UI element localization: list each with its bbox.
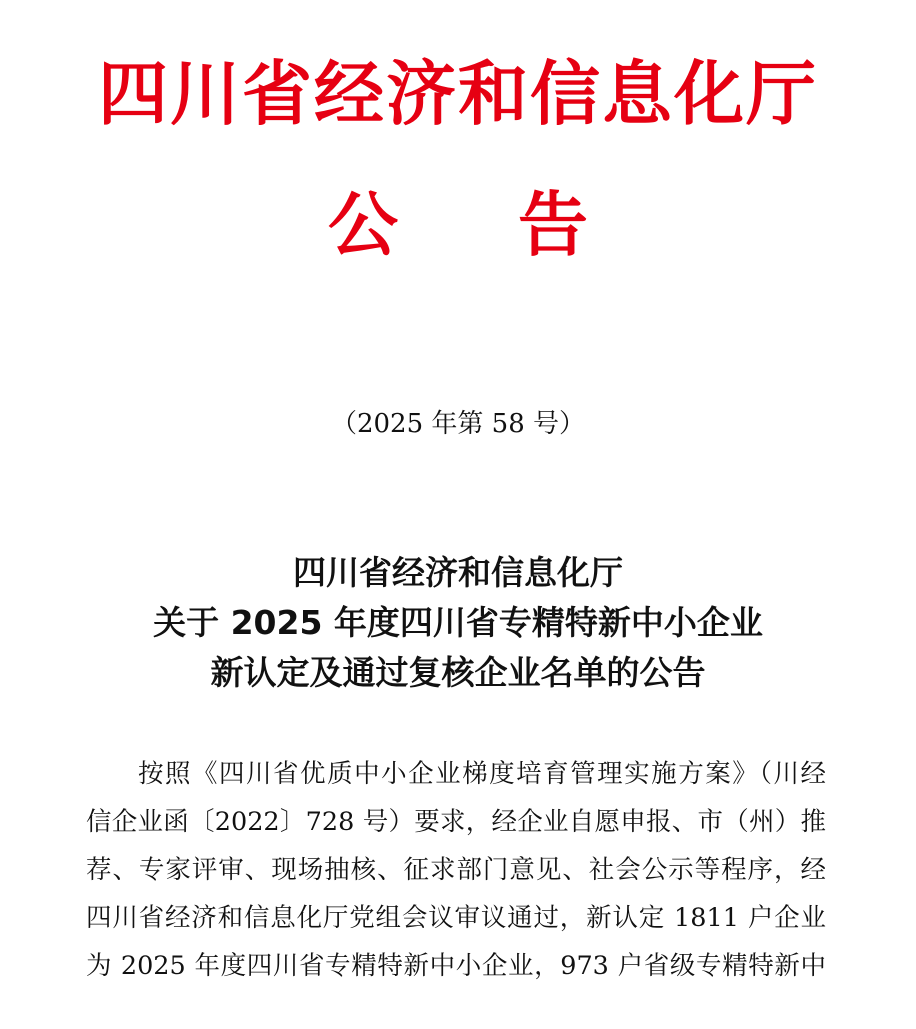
body-line-1: 按照《四川省优质中小企业梯度培育管理实施方案》（川经: [138, 759, 826, 789]
announcement-title: [0, 548, 916, 698]
body-line-2: 信企业函〔2022〕728 号）要求，经企业自愿申报、市（州）推: [86, 807, 826, 837]
title-line-3: 新认定及通过复核企业名单的公告: [210, 653, 706, 692]
body-line-3: 荐、专家评审、现场抽核、征求部门意见、社会公示等程序，经: [86, 855, 826, 885]
body-line-4: 四川省经济和信息化厅党组会议审议通过，新认定 1811 户企业: [86, 903, 826, 933]
document-type-header: [0, 180, 916, 270]
document-number: （2025 年第 58 号）: [330, 409, 586, 439]
title-line-1: 四川省经济和信息化厅: [293, 553, 623, 592]
body-paragraph: [86, 750, 826, 990]
document-type-char-2: 告: [518, 184, 588, 266]
title-line-2: 关于 2025 年度四川省专精特新中小企业: [153, 603, 763, 642]
body-line-5: 为 2025 年度四川省专精特新中小企业，973 户省级专精特新中: [86, 951, 826, 981]
document-type-char-1: 公: [328, 184, 398, 266]
issuing-organization-header: 四川省经济和信息化厅: [98, 53, 818, 135]
